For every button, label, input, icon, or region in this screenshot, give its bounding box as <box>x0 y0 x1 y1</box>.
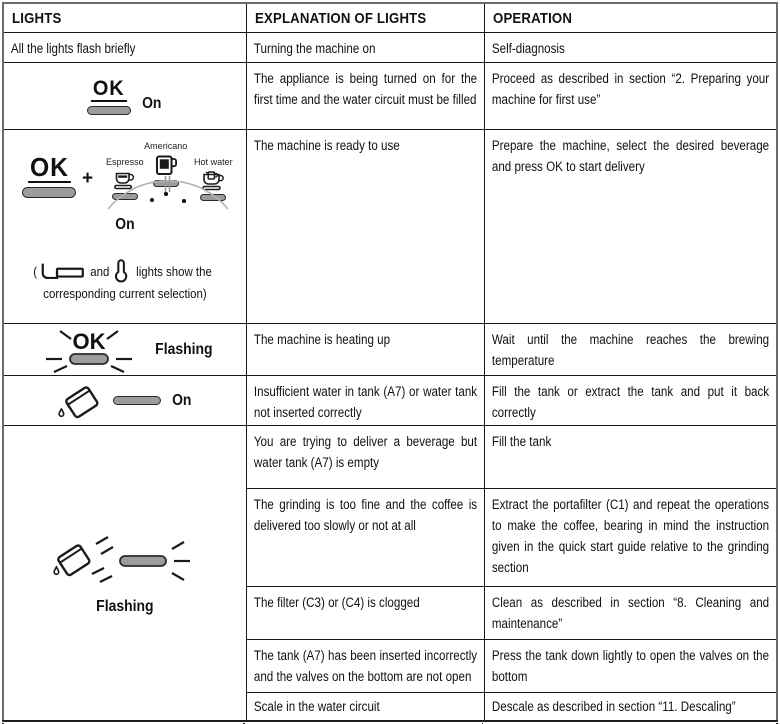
operation-cell <box>485 63 776 129</box>
light-bar-icon <box>113 396 161 405</box>
explanation-cell <box>247 130 485 323</box>
next-row-cutoff <box>2 720 778 724</box>
table-row <box>4 376 776 426</box>
explanation-cell <box>247 640 485 692</box>
lights-table <box>2 2 778 722</box>
explanation-cell <box>247 587 485 639</box>
table-subrow <box>247 640 776 693</box>
operation-text: Fill the tank <box>491 434 552 449</box>
operation-text: Press the tank down lightly to open the valves on the bottom <box>491 648 770 684</box>
table-row <box>4 63 776 130</box>
espresso-label: Espresso <box>106 157 144 168</box>
state-label: On <box>115 216 135 233</box>
americano-label: Americano <box>144 141 188 152</box>
operation-cell <box>485 130 776 323</box>
note-tail: lights show the <box>136 263 212 279</box>
column-header-operation: OPERATION <box>493 9 573 27</box>
state-label: On <box>142 94 162 112</box>
light-bar-icon <box>70 354 108 364</box>
table-subrow <box>247 426 776 489</box>
table-subrow <box>247 587 776 640</box>
operation-cell <box>485 693 776 721</box>
table-row <box>4 33 776 63</box>
selector-dial-arc <box>104 174 232 210</box>
table-header-row <box>4 4 776 33</box>
light-bar-icon <box>120 556 166 566</box>
operation-text: Self-diagnosis <box>491 41 565 56</box>
explanation-text: The machine is ready to use <box>253 138 400 153</box>
operation-text: Prepare the machine, select the desired beverage and press OK to start delivery <box>491 138 770 174</box>
operation-text: Proceed as described in section “2. Preparing your machine for first use” <box>491 71 770 107</box>
header-cell-operation <box>485 4 776 32</box>
lights-cell <box>4 130 247 323</box>
header-cell-explanation <box>247 4 485 32</box>
table-subrow <box>247 693 776 721</box>
explanation-text: The grinding is too fine and the coffee is delivered too slowly or not at all <box>253 497 478 533</box>
operation-cell <box>485 33 776 62</box>
selection-note <box>4 258 246 304</box>
note-open-paren: ( <box>33 263 38 279</box>
table-row <box>4 130 776 324</box>
explanation-cell <box>247 324 485 375</box>
explanation-text: The tank (A7) has been inserted incorrectly and the valves on the bottom are not open <box>253 648 478 684</box>
ok-light-icon <box>87 78 131 115</box>
lights-cell <box>4 324 247 375</box>
operation-cell <box>485 324 776 375</box>
operation-cell <box>485 587 776 639</box>
operation-cell <box>485 489 776 586</box>
hot-water-label: Hot water <box>193 157 233 168</box>
table-subrow <box>247 489 776 587</box>
explanation-cell <box>247 376 485 425</box>
state-label: Flashing <box>155 340 213 358</box>
note-and: and <box>90 263 110 279</box>
explanation-cell <box>247 33 485 62</box>
operation-text: Clean as described in section “8. Cleaning and maintenance” <box>491 595 770 631</box>
explanation-cell <box>247 693 485 721</box>
table-row-group <box>4 426 776 721</box>
explanation-cell <box>247 63 485 129</box>
header-cell-lights <box>4 4 247 32</box>
light-bar-icon <box>87 106 131 115</box>
operation-cell <box>485 640 776 692</box>
ok-light-icon <box>16 154 82 198</box>
ok-label: OK <box>72 328 106 354</box>
operation-text: Extract the portafilter (C1) and repeat the operations to make the coffee, bearing in mind the instruction given in the quick start guide relative to the grinding section <box>491 497 770 575</box>
explanation-text: Insufficient water in tank (A7) or water tank not inserted correctly <box>253 384 478 420</box>
operation-text: Fill the tank or extract the tank and put it back correctly <box>491 384 770 420</box>
group-subrows <box>247 426 776 721</box>
thermometer-icon <box>114 259 128 283</box>
lights-cell <box>4 426 247 721</box>
explanation-cell <box>247 489 485 586</box>
light-bar-icon <box>22 187 76 198</box>
operation-cell <box>485 426 776 488</box>
selection-note-line1 <box>4 258 246 284</box>
lights-cell <box>4 63 247 129</box>
ok-label: OK <box>29 152 69 182</box>
explanation-cell <box>247 426 485 488</box>
explanation-text: Scale in the water circuit <box>253 699 380 714</box>
operation-cell <box>485 376 776 425</box>
ok-light-indicator <box>87 78 163 115</box>
table-row <box>4 324 776 376</box>
lights-cell <box>4 33 247 62</box>
water-tank-pouring-icon <box>57 381 103 421</box>
lights-text: All the lights flash briefly <box>10 41 136 56</box>
explanation-text: You are trying to deliver a beverage but water tank (A7) is empty <box>253 434 478 470</box>
selection-note-line2: corresponding current selection) <box>43 286 207 301</box>
portafilter-icon <box>40 262 86 281</box>
explanation-text: The machine is heating up <box>253 332 391 347</box>
ok-label: OK <box>93 76 126 100</box>
explanation-text: Turning the machine on <box>253 41 376 56</box>
water-tank-flashing-icon <box>44 532 206 586</box>
operation-text: Wait until the machine reaches the brewing temperature <box>491 332 770 368</box>
column-header-lights: LIGHTS <box>12 9 62 27</box>
state-label: Flashing <box>96 597 154 615</box>
explanation-text: The appliance is being turned on for the first time and the water circuit must be filled <box>253 71 478 107</box>
column-header-explanation: EXPLANATION OF LIGHTS <box>255 9 427 27</box>
plus-sign: + <box>82 168 94 189</box>
state-label: On <box>172 391 192 409</box>
operation-text: Descale as described in section “11. Descaling” <box>491 699 736 714</box>
ok-flashing-light-icon <box>34 326 144 374</box>
lights-cell <box>4 376 247 425</box>
explanation-text: The filter (C3) or (C4) is clogged <box>253 595 420 610</box>
